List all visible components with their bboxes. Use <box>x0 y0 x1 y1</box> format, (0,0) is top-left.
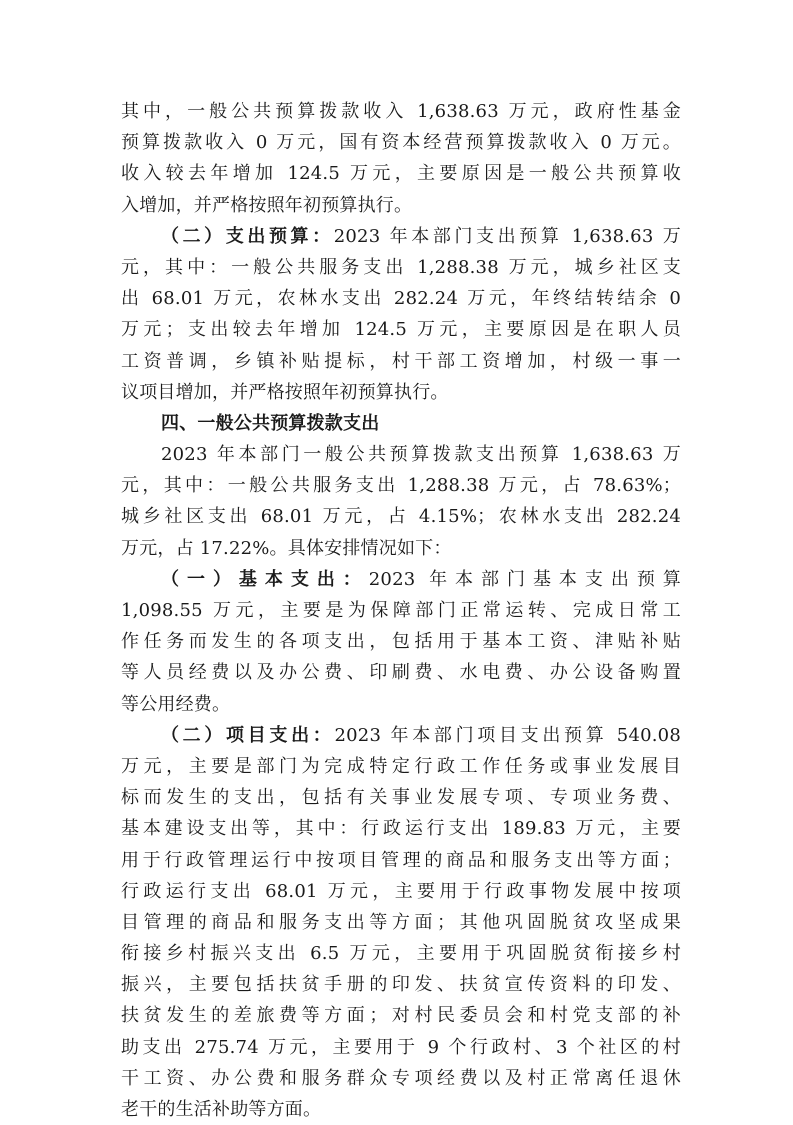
line-text: 元，其中：一般公共服务支出 1,288.38 万元，城乡社区支 <box>121 256 681 278</box>
text-line <box>121 657 681 688</box>
text-line <box>121 813 681 844</box>
basic-expenditure-label: （一）基本支出： <box>161 568 369 590</box>
basic-expenditure-heading-line <box>121 564 681 595</box>
text-line <box>121 782 681 813</box>
text-line <box>121 96 681 127</box>
expenditure-budget-label: （二）支出预算： <box>161 225 334 247</box>
line-text: 元，其中：一般公共服务支出 1,288.38 万元，占 78.63%； <box>121 475 681 497</box>
line-text: 1,098.55 万元，主要是为保障部门正常运转、完成日常工 <box>121 600 681 621</box>
text-line <box>121 346 681 377</box>
line-text: 2023 年本部门支出预算 1,638.63 万 <box>333 225 681 247</box>
line-text: 城乡社区支出 68.01 万元，占 4.15%；农林水支出 282.24 <box>121 506 681 528</box>
text-line <box>121 533 681 564</box>
line-text: 助支出 275.74 万元，主要用于 9 个行政村、3 个社区的村 <box>121 1036 681 1058</box>
line-text: 工资普调，乡镇补贴提标，村干部工资增加，村级一事一 <box>121 350 681 372</box>
text-line <box>121 252 681 283</box>
text-line <box>121 876 681 907</box>
text-line <box>121 751 681 782</box>
text-line <box>121 845 681 876</box>
line-text: 干工资、办公费和服务群众专项经费以及村正常离任退休 <box>121 1067 681 1089</box>
text-line <box>121 470 681 501</box>
line-text: 等公用经费。 <box>121 693 231 715</box>
text-line <box>121 938 681 969</box>
text-line <box>121 377 681 408</box>
line-text: 标而发生的支出，包括有关事业发展专项、专项业务费、 <box>121 787 681 809</box>
line-text: 预算拨款收入 0 万元，国有资本经营预算拨款收入 0 万元。 <box>121 132 681 154</box>
line-text: 其中，一般公共预算拨款收入 1,638.63 万元，政府性基金 <box>121 101 681 122</box>
text-line <box>121 1032 681 1063</box>
text-line <box>121 1063 681 1094</box>
line-text: 入增加，并严格按照年初预算执行。 <box>121 194 413 216</box>
line-text: 2023 年本部门项目支出预算 540.08 <box>334 724 681 746</box>
project-expenditure-heading-line <box>121 720 681 751</box>
text-line <box>121 158 681 189</box>
text-line <box>121 314 681 345</box>
text-line <box>121 907 681 938</box>
line-text: 2023 年本部门一般公共预算拨款支出预算 1,638.63 万 <box>161 444 681 466</box>
expenditure-budget-heading-line <box>121 221 681 252</box>
line-text: 用于行政管理运行中按项目管理的商品和服务支出等方面； <box>121 849 681 871</box>
section-title: 四、一般公共预算拨款支出 <box>161 412 380 434</box>
document-body <box>121 96 681 1125</box>
line-text: 衔接乡村振兴支出 6.5 万元，主要用于巩固脱贫衔接乡村 <box>121 943 681 965</box>
line-text: 振兴，主要包括扶贫手册的印发、扶贫宣传资料的印发、 <box>121 974 681 996</box>
text-line <box>121 626 681 657</box>
text-line <box>121 969 681 1000</box>
text-line <box>121 439 681 470</box>
line-text: 基本建设支出等，其中：行政运行支出 189.83 万元，主要 <box>121 818 681 840</box>
line-text: 万元，主要是部门为完成特定行政工作任务或事业发展目 <box>121 755 681 777</box>
line-text: 老干的生活补助等方面。 <box>121 1099 322 1120</box>
line-text: 2023 年本部门基本支出预算 <box>368 568 681 590</box>
line-text: 万元，占 17.22%。具体安排情况如下： <box>121 537 452 559</box>
text-line <box>121 501 681 532</box>
text-line <box>121 127 681 158</box>
line-text: 目管理的商品和服务支出等方面；其他巩固脱贫攻坚成果 <box>121 911 681 933</box>
text-line <box>121 190 681 221</box>
text-line <box>121 283 681 314</box>
project-expenditure-label: （二）项目支出： <box>161 724 335 746</box>
text-line <box>121 1094 681 1125</box>
text-line <box>121 595 681 626</box>
line-text: 行政运行支出 68.01 万元，主要用于行政事物发展中按项 <box>121 880 681 902</box>
line-text: 议项目增加，并严格按照年初预算执行。 <box>121 381 449 403</box>
line-text: 作任务而发生的各项支出，包括用于基本工资、津贴补贴 <box>121 631 681 653</box>
text-line <box>121 1000 681 1031</box>
line-text: 等人员经费以及办公费、印刷费、水电费、办公设备购置 <box>121 662 681 684</box>
line-text: 万元；支出较去年增加 124.5 万元，主要原因是在职人员 <box>121 319 681 341</box>
section-heading <box>121 408 681 439</box>
text-line <box>121 689 681 720</box>
line-text: 出 68.01 万元，农林水支出 282.24 万元，年终结转结余 0 <box>121 288 681 310</box>
line-text: 扶贫发生的差旅费等方面；对村民委员会和村党支部的补 <box>121 1005 681 1027</box>
line-text: 收入较去年增加 124.5 万元，主要原因是一般公共预算收 <box>121 163 681 185</box>
